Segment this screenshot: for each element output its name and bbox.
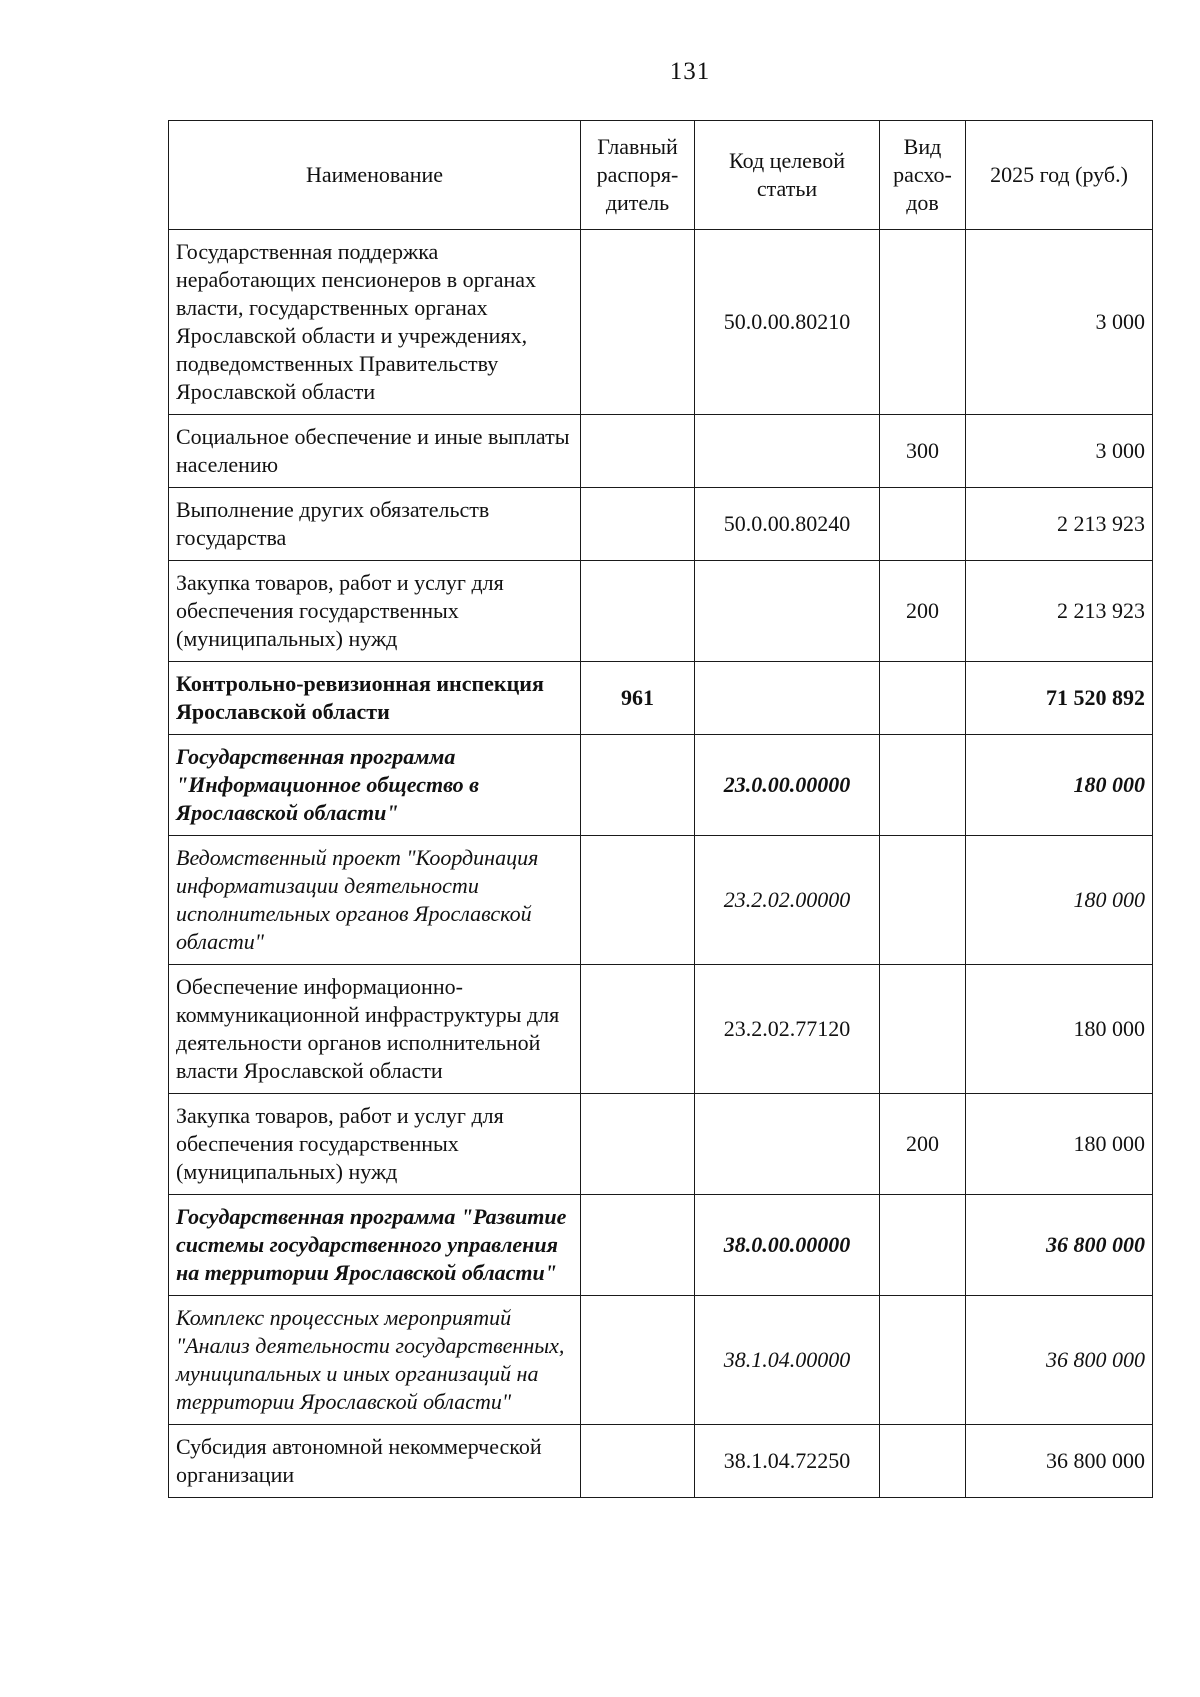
table-row — [169, 561, 1153, 662]
row-target-code-cell: 50.0.00.80240 — [695, 488, 880, 561]
row-name-cell: Государственная программа "Развитие системы государственного управления на территории Ярославской области" — [169, 1195, 581, 1296]
table-row — [169, 1094, 1153, 1195]
row-target-code-cell: 23.2.02.00000 — [695, 836, 880, 965]
row-amount-cell: 3 000 — [966, 415, 1153, 488]
table-row — [169, 735, 1153, 836]
row-distributor-cell — [581, 1296, 695, 1425]
row-amount-cell: 2 213 923 — [966, 488, 1153, 561]
row-amount-cell: 36 800 000 — [966, 1296, 1153, 1425]
row-amount-cell: 2 213 923 — [966, 561, 1153, 662]
row-expense-type-cell — [880, 662, 966, 735]
row-distributor-cell — [581, 965, 695, 1094]
row-expense-type-cell: 200 — [880, 561, 966, 662]
row-name-cell: Государственная программа "Информационное общество в Ярославской области" — [169, 735, 581, 836]
row-target-code-cell: 23.2.02.77120 — [695, 965, 880, 1094]
row-target-code-cell: 38.0.00.00000 — [695, 1195, 880, 1296]
row-target-code-cell: 23.0.00.00000 — [695, 735, 880, 836]
row-expense-type-cell — [880, 230, 966, 415]
row-target-code-cell — [695, 1094, 880, 1195]
header-amount: 2025 год (руб.) — [966, 121, 1153, 230]
row-expense-type-cell: 300 — [880, 415, 966, 488]
row-name-cell: Субсидия автономной некоммерческой организации — [169, 1425, 581, 1498]
row-name-cell: Комплекс процессных мероприятий "Анализ деятельности государственных, муниципальных и иных организаций на территории Ярославской области" — [169, 1296, 581, 1425]
header-expense-type: Вид расхо-дов — [880, 121, 966, 230]
row-expense-type-cell — [880, 1195, 966, 1296]
row-expense-type-cell — [880, 965, 966, 1094]
row-amount-cell: 180 000 — [966, 1094, 1153, 1195]
row-amount-cell: 180 000 — [966, 965, 1153, 1094]
row-expense-type-cell — [880, 488, 966, 561]
row-target-code-cell: 38.1.04.00000 — [695, 1296, 880, 1425]
table-row — [169, 836, 1153, 965]
row-name-cell: Государственная поддержка неработающих пенсионеров в органах власти, государственных органах Ярославской области и учреждениях, подведомственных Правительству Ярославской области — [169, 230, 581, 415]
row-amount-cell: 180 000 — [966, 836, 1153, 965]
row-target-code-cell: 38.1.04.72250 — [695, 1425, 880, 1498]
row-distributor-cell: 961 — [581, 662, 695, 735]
table-row — [169, 1296, 1153, 1425]
page-number: 131 — [669, 58, 711, 85]
row-name-cell: Закупка товаров, работ и услуг для обеспечения государственных (муниципальных) нужд — [169, 561, 581, 662]
row-name-cell: Закупка товаров, работ и услуг для обеспечения государственных (муниципальных) нужд — [169, 1094, 581, 1195]
row-amount-cell: 36 800 000 — [966, 1425, 1153, 1498]
table-body — [169, 230, 1153, 1498]
row-distributor-cell — [581, 415, 695, 488]
header-name: Наименование — [169, 121, 581, 230]
table-row — [169, 1425, 1153, 1498]
row-distributor-cell — [581, 836, 695, 965]
row-distributor-cell — [581, 1195, 695, 1296]
row-name-cell: Социальное обеспечение и иные выплаты населению — [169, 415, 581, 488]
row-target-code-cell: 50.0.00.80210 — [695, 230, 880, 415]
header-row — [169, 121, 1153, 230]
row-distributor-cell — [581, 488, 695, 561]
row-amount-cell: 71 520 892 — [966, 662, 1153, 735]
row-name-cell: Контрольно-ревизионная инспекция Ярославской области — [169, 662, 581, 735]
row-expense-type-cell — [880, 836, 966, 965]
row-name-cell: Обеспечение информационно-коммуникационной инфраструктуры для деятельности органов исполнительной власти Ярославской области — [169, 965, 581, 1094]
row-distributor-cell — [581, 1094, 695, 1195]
row-amount-cell: 3 000 — [966, 230, 1153, 415]
table-row — [169, 488, 1153, 561]
row-amount-cell: 180 000 — [966, 735, 1153, 836]
table-row — [169, 230, 1153, 415]
row-target-code-cell — [695, 415, 880, 488]
row-distributor-cell — [581, 230, 695, 415]
row-target-code-cell — [695, 662, 880, 735]
row-name-cell: Выполнение других обязательств государства — [169, 488, 581, 561]
budget-table — [168, 120, 1153, 1498]
row-distributor-cell — [581, 735, 695, 836]
header-distributor: Главный распоря-дитель — [581, 121, 695, 230]
table-row — [169, 1195, 1153, 1296]
row-distributor-cell — [581, 561, 695, 662]
row-target-code-cell — [695, 561, 880, 662]
row-distributor-cell — [581, 1425, 695, 1498]
header-target-code: Код целевой статьи — [695, 121, 880, 230]
row-expense-type-cell — [880, 1425, 966, 1498]
row-expense-type-cell: 200 — [880, 1094, 966, 1195]
table-row — [169, 662, 1153, 735]
row-name-cell: Ведомственный проект "Координация информатизации деятельности исполнительных органов Ярославской области" — [169, 836, 581, 965]
row-amount-cell: 36 800 000 — [966, 1195, 1153, 1296]
table-row — [169, 965, 1153, 1094]
row-expense-type-cell — [880, 735, 966, 836]
table-row — [169, 415, 1153, 488]
row-expense-type-cell — [880, 1296, 966, 1425]
